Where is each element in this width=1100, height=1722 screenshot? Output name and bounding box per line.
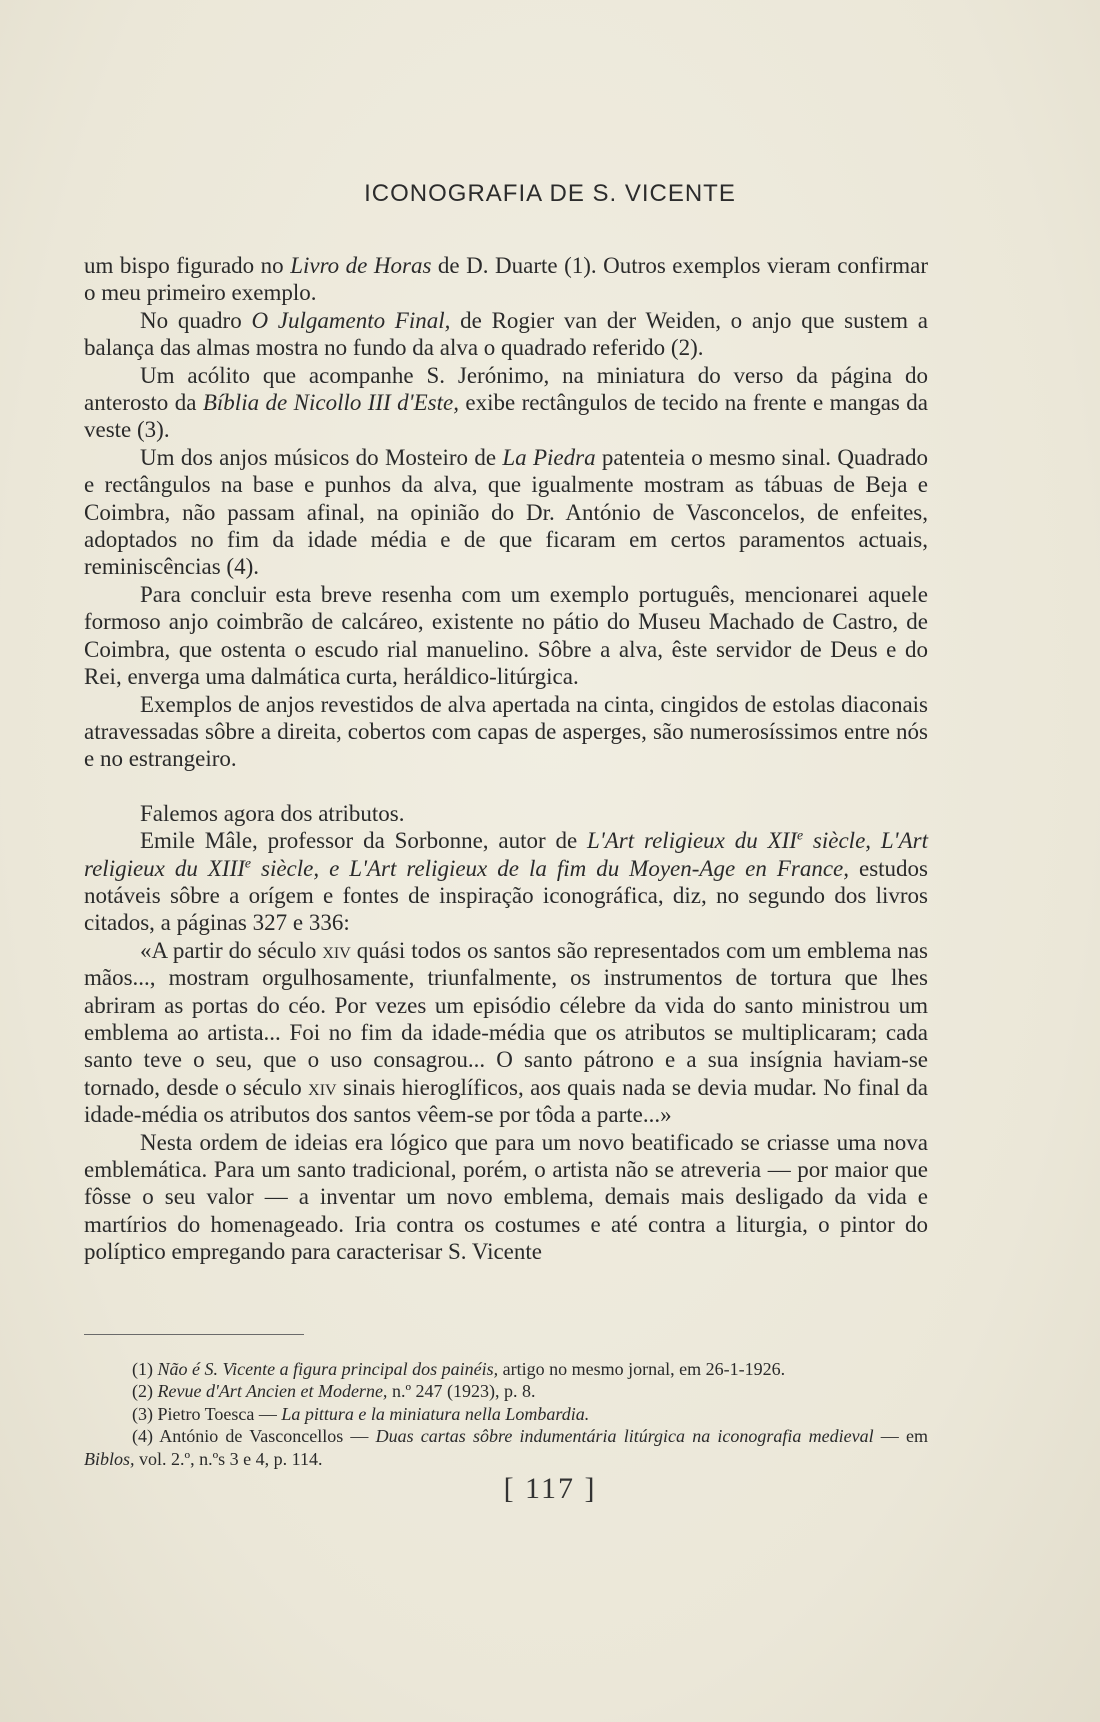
text-run: de Rogier van der Weiden, o anjo que sustem a balança das almas mostra no fundo da alva o quadrado referido (2). <box>84 307 928 361</box>
paragraph <box>84 937 928 1129</box>
italic-text: siècle, L'Art religieux du XIII <box>84 828 928 881</box>
text-run: Falemos agora dos atributos. <box>140 800 405 826</box>
footnote <box>84 1403 928 1425</box>
text-run: artigo no mesmo jornal, em 26-1-1926. <box>498 1359 786 1379</box>
body-text <box>84 252 928 1266</box>
running-head: ICONOGRAFIA DE S. VICENTE <box>364 180 736 207</box>
text-run: quási todos os santos são representados com um emblema nas mãos..., mostram orgulhosamente, triunfalmente, os instrumentos de tortura que lhes abriram as portas do céo. Por vezes um episódio célebre da vida do santo ministrou um emblema ao artista... Foi no fim da idade-média que os atributos se multiplicaram; cada santo teve o seu, que o uso consagrou... O santo pátrono e a sua insígnia haviam-se tornado, desde o século <box>84 937 929 1100</box>
text-run: um bispo figurado no <box>84 253 291 278</box>
text-run: n.º 247 (1923), p. 8. <box>387 1381 536 1402</box>
italic-text: La Piedra <box>502 444 596 470</box>
text-run: «A partir do século <box>140 937 323 963</box>
italic-text: La pittura e la miniatura nella Lombardia. <box>281 1403 590 1424</box>
superscript-text: e <box>796 827 804 843</box>
text-run: sinais hieroglíficos, aos quais nada se devia mudar. No final da idade-média os atributos dos santos vêem-se por tôda a parte...» <box>84 1074 928 1128</box>
text-run: Emile Mâle, professor da Sorbonne, autor de <box>140 828 588 854</box>
text-run: xiv <box>308 1074 337 1100</box>
text-run: (1) <box>132 1359 158 1379</box>
text-run: xiv <box>322 937 351 963</box>
text-run: Exemplos de anjos revestidos de alva apertada na cinta, cingidos de estolas diaconais atravessadas sôbre a direita, cobertos com capas de asperges, são numerosíssimos entre nós e no estrangeiro. <box>84 691 928 772</box>
text-run: (4) António de Vasconcellos — <box>132 1426 376 1447</box>
italic-text: siècle, e L'Art religieux de la fim du Moyen-Age en France, <box>251 855 850 881</box>
italic-text: Duas cartas sôbre indumentária litúrgica na iconografia medieval <box>375 1426 874 1447</box>
text-run: (2) <box>132 1381 158 1402</box>
paragraph <box>84 800 928 827</box>
section-gap <box>84 773 928 800</box>
italic-text: Revue d'Art Ancien et Moderne, <box>157 1381 388 1402</box>
text-run: Nesta ordem de ideias era lógico que para um novo beatificado se criasse uma nova emblemática. Para um santo tradicional, porém, o artista não se atreveria — por maior que fôsse o seu valor — a inventar um novo emblema, demais mais desligado da vida e martírios do homenageado. Iria contra os costumes e até contra a liturgia, o pintor do políptico empregando para caracterisar S. Vicente <box>84 1129 928 1265</box>
footnotes <box>84 1358 928 1470</box>
text-run: Um acólito que acompanhe S. Jerónimo, na miniatura do verso da página do anterosto da <box>84 362 928 416</box>
superscript-text: e <box>244 854 252 870</box>
italic-text: Bíblia de Nicollo III d'Este, <box>202 390 459 416</box>
paragraph <box>84 827 928 937</box>
italic-text: Biblos, <box>84 1448 135 1469</box>
paragraph <box>84 581 928 691</box>
paragraph <box>84 252 928 307</box>
paragraph <box>84 691 928 773</box>
text-run: No quadro <box>140 307 252 333</box>
footnote <box>84 1358 928 1380</box>
paragraph <box>84 1129 928 1266</box>
text-run: vol. 2.º, n.ºs 3 e 4, p. 114. <box>134 1448 323 1469</box>
paragraph <box>84 307 928 362</box>
text-run: estudos notáveis sôbre a orígem e fontes de inspiração iconográfica, diz, no segundo dos livros citados, a páginas 327 e 336: <box>84 855 928 936</box>
text-run: patenteia o mesmo sinal. Quadrado e rectângulos na base e punhos da alva, que igualmente mostram as tábuas de Beja e Coimbra, não passam afinal, na opinião do Dr. António de Vasconcelos, de enfeites, adoptados no fim da idade média e de que ficaram em certos paramentos actuais, reminiscências (4). <box>84 444 928 580</box>
paragraph <box>84 362 928 444</box>
italic-text: Não é S. Vicente a figura principal dos painéis, <box>157 1359 499 1379</box>
italic-text: L'Art religieux du XII <box>587 828 797 854</box>
footnote-separator <box>84 1334 304 1335</box>
text-run: — em <box>873 1426 928 1447</box>
footnote <box>84 1380 928 1402</box>
text-run: de D. Duarte (1). Outros exemplos vieram confirmar o meu primeiro exemplo. <box>84 253 928 306</box>
text-run: exibe rectângulos de tecido na frente e mangas da veste (3). <box>84 390 928 443</box>
text-run: Um dos anjos músicos do Mosteiro de <box>140 444 503 470</box>
text-run: (3) Pietro Toesca — <box>132 1403 282 1424</box>
italic-text: O Julgamento Final, <box>251 307 451 333</box>
paragraph <box>84 444 928 581</box>
italic-text: Livro de Horas <box>290 253 432 278</box>
text-run: Para concluir esta breve resenha com um exemplo português, mencionarei aquele formoso anjo coimbrão de calcáreo, existente no pátio do Museu Machado de Castro, de Coimbra, que ostenta o escudo rial manuelino. Sôbre a alva, êste servidor de Deus e do Rei, enverga uma dalmática curta, heráldico-litúrgica. <box>84 581 928 690</box>
page-number: [ 117 ] <box>503 1472 597 1505</box>
footnote <box>84 1425 928 1470</box>
